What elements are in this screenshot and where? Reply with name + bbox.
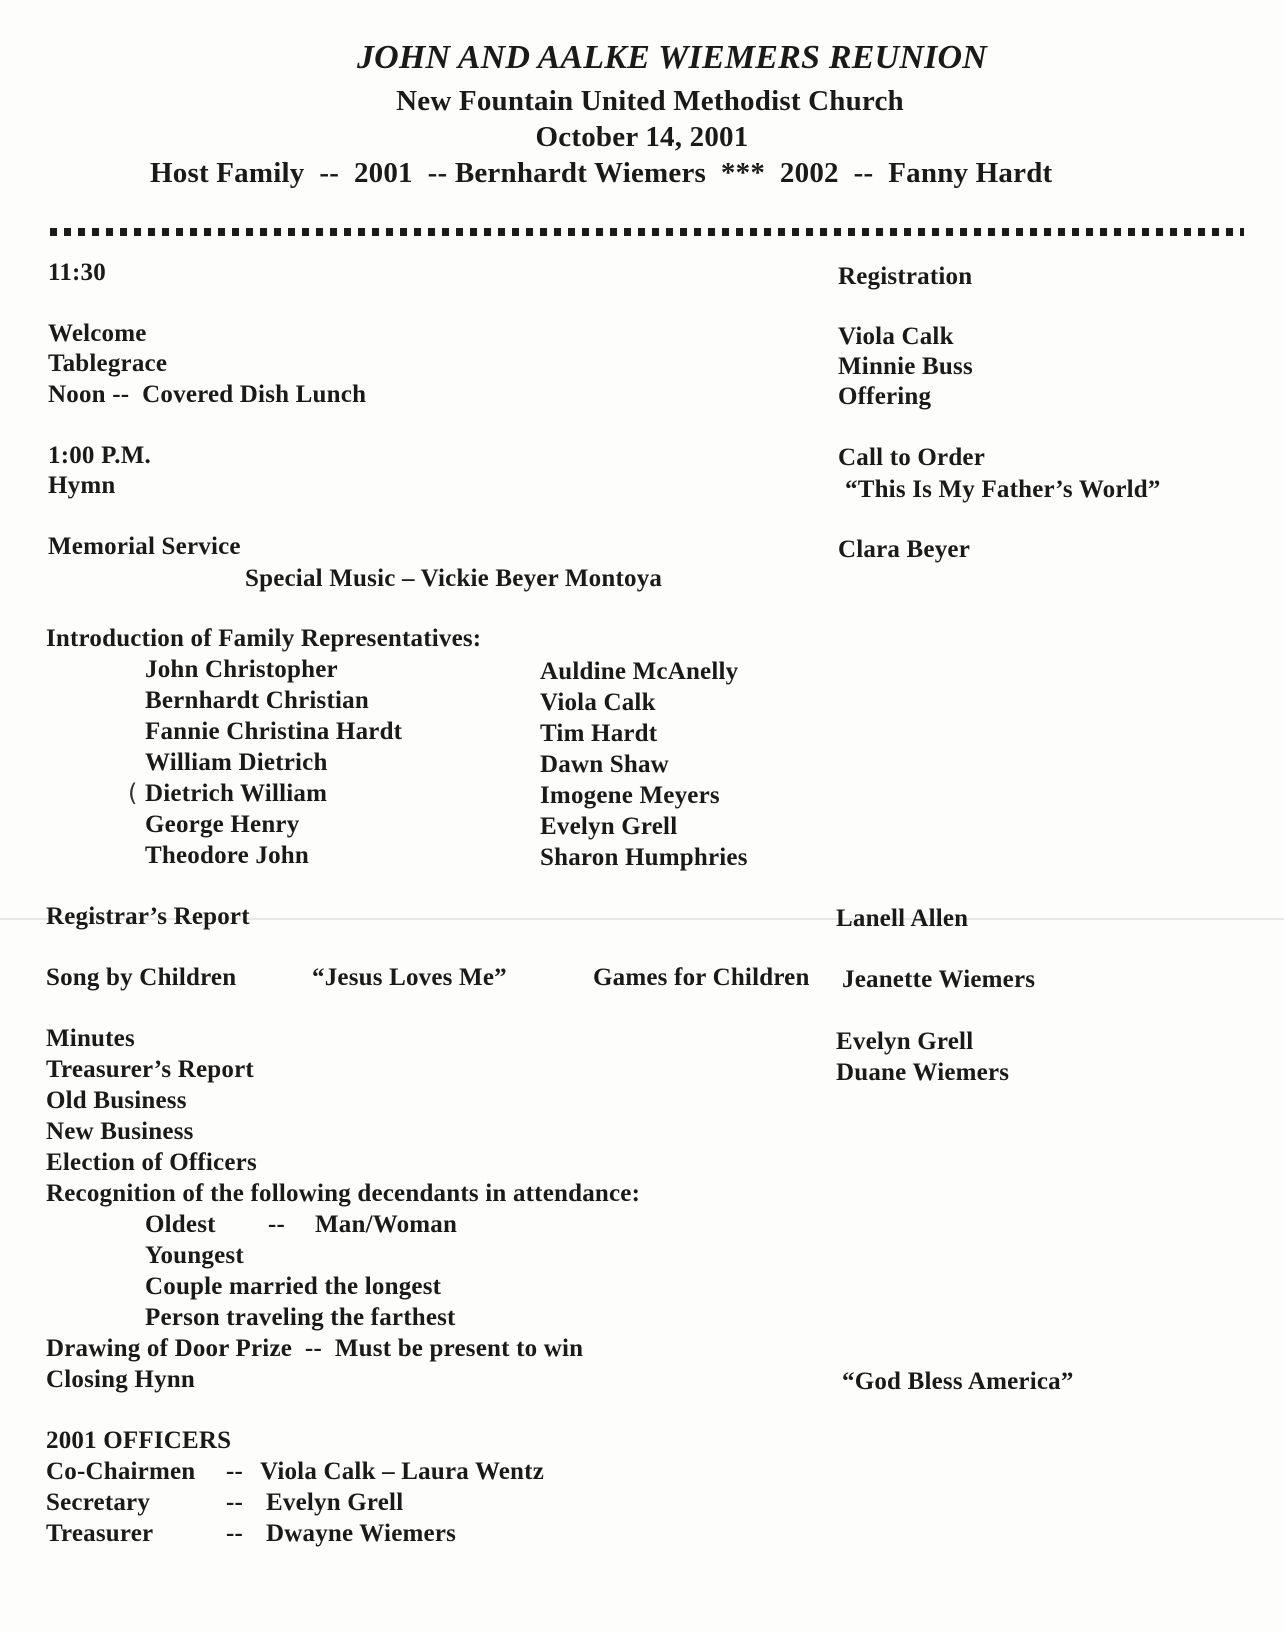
man-woman-label: Man/Woman xyxy=(315,1211,458,1238)
old-business-label: Old Business xyxy=(46,1087,187,1114)
rep-right-2: Viola Calk xyxy=(540,689,656,716)
tablegrace-person: Minnie Buss xyxy=(838,353,973,380)
time-100pm: 1:00 P.M. xyxy=(48,442,151,469)
rep-left-1: John Christopher xyxy=(145,656,338,683)
officer-role: Secretary xyxy=(46,1489,151,1516)
oldest-dash: -- xyxy=(268,1211,286,1238)
youngest-label: Youngest xyxy=(145,1242,244,1269)
welcome-person: Viola Calk xyxy=(838,323,954,350)
rep-left-6: George Henry xyxy=(145,811,300,838)
rep-right-6: Evelyn Grell xyxy=(540,813,678,840)
closing-hymn-label: Closing Hynn xyxy=(46,1366,195,1393)
tablegrace-label: Tablegrace xyxy=(48,350,168,377)
officers-heading: 2001 OFFICERS xyxy=(46,1427,232,1454)
rep-left-5: Dietrich William xyxy=(145,780,328,807)
registrar-person: Lanell Allen xyxy=(836,905,969,932)
rep-left-7: Theodore John xyxy=(145,842,309,869)
event-date: October 14, 2001 xyxy=(535,121,749,153)
rep-right-1: Auldine McAnelly xyxy=(540,658,739,685)
games-for-children-label: Games for Children xyxy=(593,964,810,991)
officer-role: Treasurer xyxy=(46,1520,154,1547)
games-person: Jeanette Wiemers xyxy=(842,966,1036,993)
noon-lunch-label: Noon -- Covered Dish Lunch xyxy=(48,381,367,408)
hymn-label: Hymn xyxy=(48,472,116,499)
registration-label: Registration xyxy=(838,263,973,290)
dotted-divider xyxy=(50,228,1244,236)
rep-right-3: Tim Hardt xyxy=(540,720,658,747)
special-music-label: Special Music – Vickie Beyer Montoya xyxy=(245,565,663,592)
time-1130: 11:30 xyxy=(48,259,106,286)
rep-left-2: Bernhardt Christian xyxy=(145,687,369,714)
couple-label: Couple married the longest xyxy=(145,1273,442,1300)
officer-dash: -- xyxy=(226,1520,244,1547)
minutes-person: Evelyn Grell xyxy=(836,1028,974,1055)
call-to-order-label: Call to Order xyxy=(838,444,986,471)
officer-name: Viola Calk – Laura Wentz xyxy=(260,1458,544,1485)
oldest-label: Oldest xyxy=(145,1211,216,1238)
recognition-heading: Recognition of the following decendants in attendance: xyxy=(46,1180,641,1207)
memorial-person: Clara Beyer xyxy=(838,536,971,563)
rep-left-4: William Dietrich xyxy=(145,749,328,776)
church-name: New Fountain United Methodist Church xyxy=(396,85,904,117)
door-prize-label: Drawing of Door Prize -- Must be present to win xyxy=(46,1335,584,1362)
rep-right-7: Sharon Humphries xyxy=(540,844,748,871)
farthest-label: Person traveling the farthest xyxy=(145,1304,456,1331)
host-family-line: Host Family -- 2001 -- Bernhardt Wiemers *** 2002 -- Fanny Hardt xyxy=(150,157,1053,189)
offering-label: Offering xyxy=(838,383,932,410)
officer-dash: -- xyxy=(226,1458,244,1485)
introduction-heading: Introduction of Family Representatives: xyxy=(46,625,482,652)
officer-dash: -- xyxy=(226,1489,244,1516)
officer-name: Dwayne Wiemers xyxy=(266,1520,457,1547)
election-label: Election of Officers xyxy=(46,1149,257,1176)
closing-hymn-title: “God Bless America” xyxy=(842,1368,1074,1395)
handwritten-check-mark: ( xyxy=(128,779,138,807)
document-title: JOHN AND AALKE WIEMERS REUNION xyxy=(356,39,988,76)
welcome-label: Welcome xyxy=(48,320,147,347)
rep-right-4: Dawn Shaw xyxy=(540,751,669,778)
rep-left-3: Fannie Christina Hardt xyxy=(145,718,403,745)
song-by-children-label: Song by Children xyxy=(46,964,237,991)
officer-name: Evelyn Grell xyxy=(266,1489,404,1516)
treasurer-person: Duane Wiemers xyxy=(836,1059,1010,1086)
hymn-title: “This Is My Father’s World” xyxy=(845,476,1161,503)
treasurer-report-label: Treasurer’s Report xyxy=(46,1056,254,1083)
new-business-label: New Business xyxy=(46,1118,194,1145)
officer-role: Co-Chairmen xyxy=(46,1458,196,1485)
memorial-service-label: Memorial Service xyxy=(48,533,241,560)
minutes-label: Minutes xyxy=(46,1025,135,1052)
registrar-report-label: Registrar’s Report xyxy=(46,903,250,930)
rep-right-5: Imogene Meyers xyxy=(540,782,720,809)
song-title: “Jesus Loves Me” xyxy=(312,964,507,991)
